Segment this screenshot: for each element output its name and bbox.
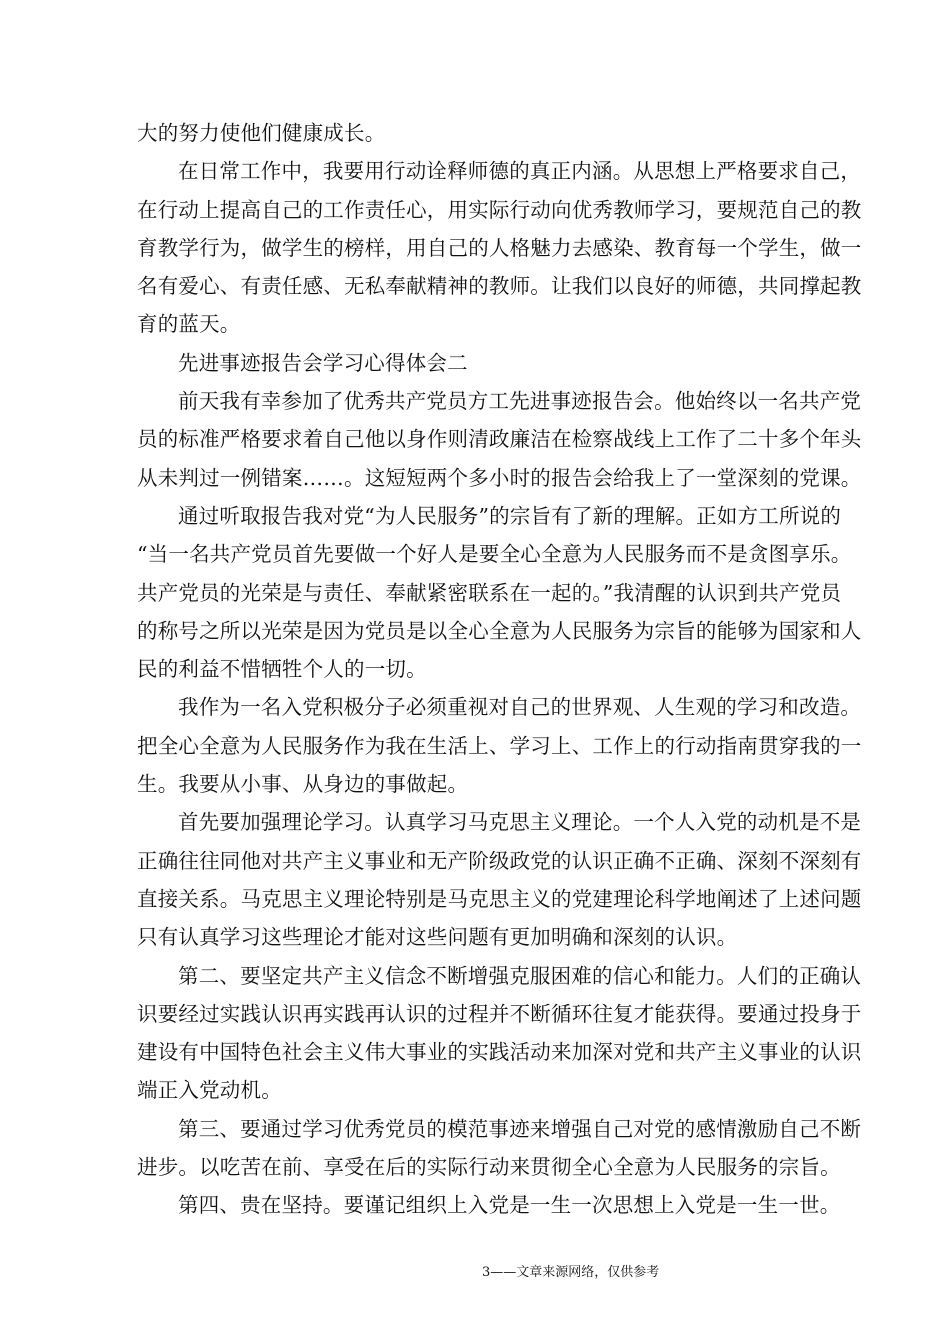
paragraph	[137, 344, 813, 382]
text-line: 直接关系。马克思主义理论特别是马克思主义的党建理论科学地阐述了上述问题	[137, 886, 862, 911]
text-line: 在日常工作中，我要用行动诠释师德的真正内涵。从思想上严格要求自己，	[178, 159, 862, 184]
paragraph	[137, 382, 862, 497]
text-line: 大的努力使他们健康成长。	[137, 121, 386, 145]
text-line: 从未判过一例错案……。这短短两个多小时的报告会给我上了一堂深刻的党课。	[137, 465, 862, 490]
text-line: 端正入党动机。	[137, 1078, 282, 1103]
paragraph	[137, 152, 862, 343]
text-line: 我作为一名入党积极分子必须重视对自己的世界观、人生观的学习和改造。	[178, 695, 862, 720]
paragraph	[137, 1186, 841, 1224]
text-line: 识要经过实践认识再实践再认识的过程并不断循环往复才能获得。要通过投身于	[137, 1001, 862, 1026]
text-line: 建设有中国特色社会主义伟大事业的实践活动来加深对党和共产主义事业的认识	[137, 1040, 862, 1065]
document-body	[137, 114, 862, 1225]
text-line: 在行动上提高自己的工作责任心，用实际行动向优秀教师学习，要规范自己的教	[137, 197, 862, 222]
text-line: 通过听取报告我对党“为人民服务”的宗旨有了新的理解。正如方工所说的	[178, 503, 842, 528]
text-line: 正确往往同他对共产主义事业和无产阶级政党的认识正确不正确、深刻不深刻有	[137, 848, 862, 873]
text-line: 的称号之所以光荣是因为党员是以全心全意为人民服务为宗旨的能够为国家和人	[137, 618, 862, 643]
paragraph	[137, 688, 862, 803]
text-line: 把全心全意为人民服务作为我在生活上、学习上、工作上的行动指南贯穿我的一	[137, 733, 862, 758]
text-line: 只有认真学习这些理论才能对这些问题有更加明确和深刻的认识。	[137, 925, 738, 950]
text-line: 第四、贵在坚持。要谨记组织上入党是一生一次思想上入党是一生一世。	[178, 1193, 841, 1218]
text-line: 共产党员的光荣是与责任、奉献紧密联系在一起的。”我清醒的认识到共产党员	[137, 580, 842, 605]
paragraph	[137, 957, 862, 1110]
text-line: 育的蓝天。	[137, 312, 241, 337]
text-line: 育教学行为，做学生的榜样，用自己的人格魅力去感染、教育每一个学生，做一	[137, 235, 862, 260]
paragraph	[137, 803, 862, 956]
text-line: 名有爱心、有责任感、无私奉献精神的教师。让我们以良好的师德，共同撑起教	[137, 274, 862, 299]
text-line: 先进事迹报告会学习心得体会二	[178, 350, 468, 375]
text-line: 民的利益不惜牺牲个人的一切。	[137, 657, 427, 682]
page-footer: 3——文章来源网络，仅供参考	[482, 1265, 660, 1280]
text-line: 第三、要通过学习优秀党员的模范事迹来增强自己对党的感情激励自己不断	[178, 1116, 862, 1141]
text-line: 生。我要从小事、从身边的事做起。	[137, 772, 469, 797]
text-line: 进步。以吃苦在前、享受在后的实际行动来贯彻全心全意为人民服务的宗旨。	[137, 1155, 841, 1180]
text-line: 员的标准严格要求着自己他以身作则清政廉洁在检察战线上工作了二十多个年头	[137, 427, 862, 452]
paragraph	[137, 497, 862, 688]
text-line: “当一名共产党员首先要做一个好人是要全心全意为人民服务而不是贪图享乐。	[137, 542, 852, 567]
paragraph	[137, 114, 813, 152]
text-line: 第二、要坚定共产主义信念不断增强克服困难的信心和能力。人们的正确认	[178, 963, 862, 988]
paragraph	[137, 1110, 862, 1187]
text-line: 首先要加强理论学习。认真学习马克思主义理论。一个人入党的动机是不是	[178, 810, 862, 835]
text-line: 前天我有幸参加了优秀共产党员方工先进事迹报告会。他始终以一名共产党	[178, 389, 862, 414]
